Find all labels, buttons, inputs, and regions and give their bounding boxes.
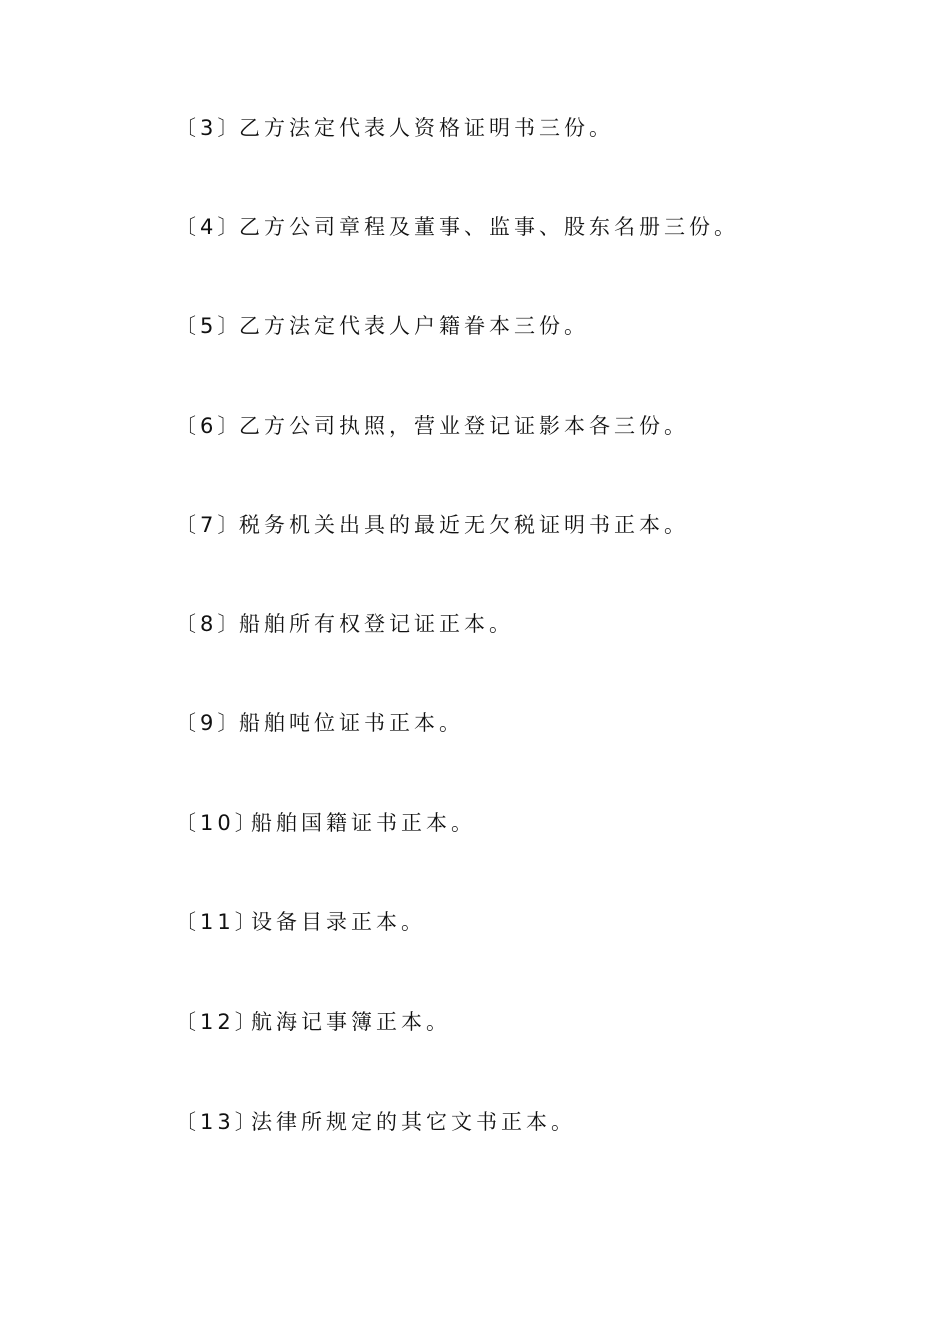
list-item bbox=[175, 604, 514, 644]
item-number: 〔12〕 bbox=[175, 1010, 260, 1034]
item-number: 〔10〕 bbox=[175, 811, 260, 835]
item-text: 航海记事簿正本。 bbox=[251, 1010, 451, 1034]
item-number: 〔7〕 bbox=[175, 513, 243, 537]
list-item bbox=[175, 505, 689, 545]
item-text: 船舶吨位证书正本。 bbox=[239, 711, 464, 735]
item-text: 设备目录正本。 bbox=[251, 910, 426, 934]
item-text: 乙方法定代表人资格证明书三份。 bbox=[239, 116, 614, 140]
item-text: 乙方法定代表人户籍眷本三份。 bbox=[239, 314, 589, 338]
item-text: 乙方公司章程及董事、监事、股东名册三份。 bbox=[239, 215, 739, 239]
list-item bbox=[175, 902, 426, 942]
list-item bbox=[175, 406, 689, 446]
item-text: 船舶所有权登记证正本。 bbox=[239, 612, 514, 636]
list-item bbox=[175, 803, 476, 843]
item-number: 〔6〕 bbox=[175, 414, 243, 438]
list-item bbox=[175, 108, 614, 148]
item-number: 〔3〕 bbox=[175, 116, 243, 140]
item-text: 税务机关出具的最近无欠税证明书正本。 bbox=[239, 513, 689, 537]
item-number: 〔9〕 bbox=[175, 711, 243, 735]
item-text: 乙方公司执照，营业登记证影本各三份。 bbox=[239, 414, 689, 438]
item-number: 〔13〕 bbox=[175, 1110, 260, 1134]
item-text: 船舶国籍证书正本。 bbox=[251, 811, 476, 835]
list-item bbox=[175, 703, 464, 743]
item-number: 〔8〕 bbox=[175, 612, 243, 636]
list-item bbox=[175, 207, 739, 247]
item-number: 〔5〕 bbox=[175, 314, 243, 338]
list-item bbox=[175, 1002, 451, 1042]
item-text: 法律所规定的其它文书正本。 bbox=[251, 1110, 576, 1134]
list-item bbox=[175, 1102, 576, 1142]
item-number: 〔4〕 bbox=[175, 215, 243, 239]
list-item bbox=[175, 306, 589, 346]
item-number: 〔11〕 bbox=[175, 910, 260, 934]
